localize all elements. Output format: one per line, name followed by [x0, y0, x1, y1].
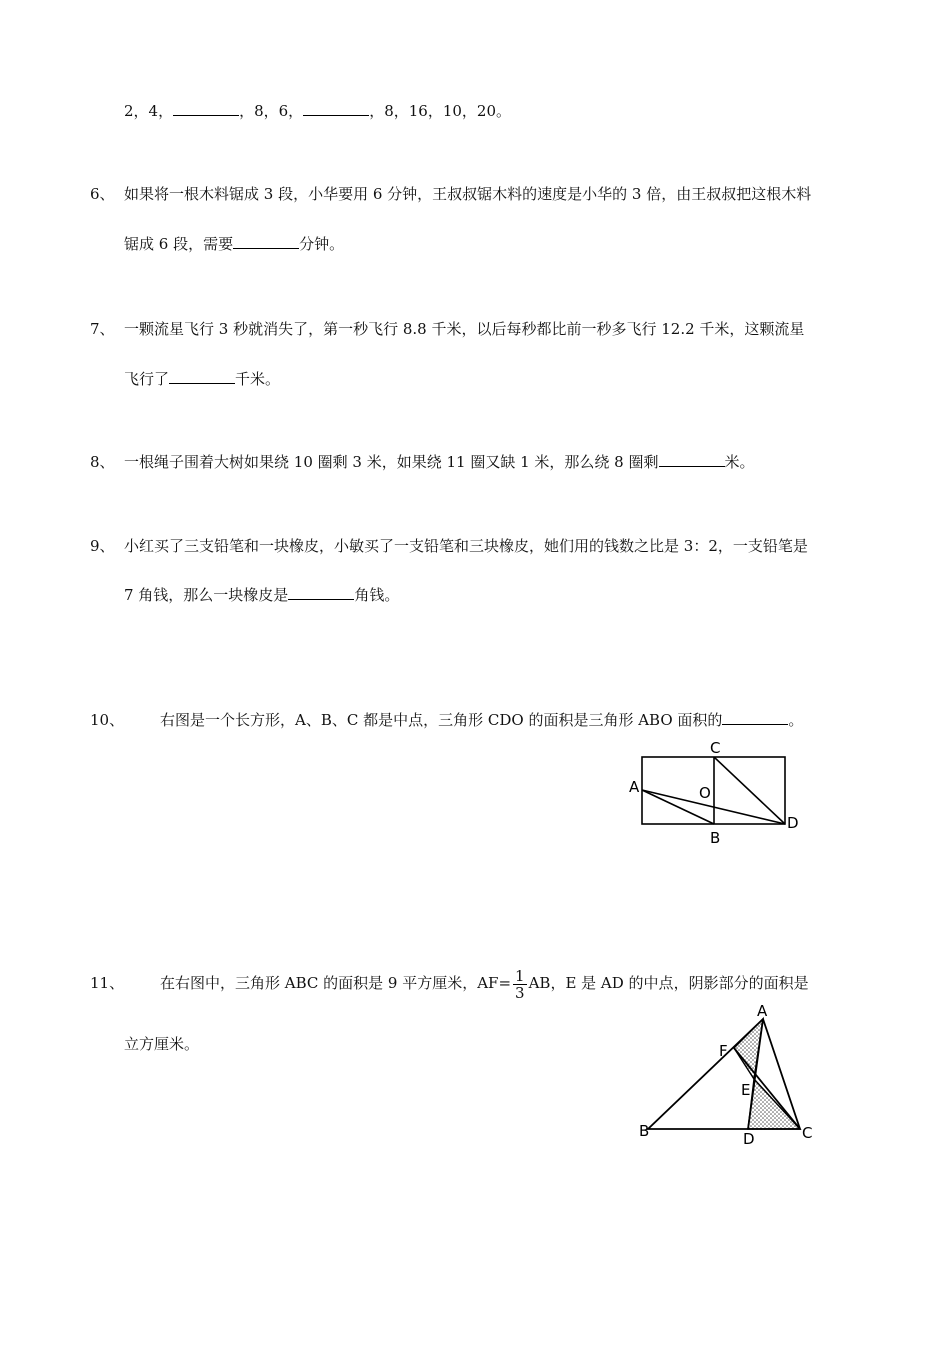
q6-line-1: 如果将一根木料锯成 3 段，小华要用 6 分钟，王叔叔锯木料的速度是小华的 3 倍，由王叔叔把这根木料	[124, 185, 812, 203]
fraction-one-third	[513, 968, 527, 1001]
segment-cd	[714, 757, 785, 824]
q11-triangle-figure	[630, 1002, 830, 1155]
question-number: 11、	[90, 974, 125, 992]
question-number: 9、	[90, 537, 115, 555]
label-c: C	[710, 739, 721, 757]
label-b: B	[710, 829, 721, 847]
q10-rectangle-figure	[625, 739, 825, 857]
q8-text-after: 米。	[724, 453, 755, 471]
q9-line-2	[124, 585, 399, 605]
q11-line-1	[160, 966, 809, 1001]
label-o: O	[699, 784, 711, 802]
q8-line	[124, 452, 755, 472]
q11-text-before: 在右图中，三角形 ABC 的面积是 9 平方厘米，AF=	[160, 974, 512, 992]
question-number: 7、	[90, 320, 115, 338]
q9-text-after: 角钱。	[354, 586, 400, 604]
q10-text-before: 右图是一个长方形，A、B、C 都是中点，三角形 CDO 的面积是三角形 ABO 面积的	[160, 711, 723, 729]
answer-blank[interactable]	[233, 234, 299, 249]
question-number: 8、	[90, 453, 115, 471]
q6-text-after: 分钟。	[299, 235, 345, 253]
q9-text-before: 7 角钱，那么一块橡皮是	[124, 586, 289, 604]
answer-blank[interactable]	[288, 585, 354, 600]
label-e: E	[741, 1081, 751, 1099]
q11-line-2: 立方厘米。	[124, 1035, 200, 1053]
sequence-part-1: 2，4，	[124, 102, 174, 120]
q6-line-2	[124, 234, 344, 254]
label-f: F	[719, 1042, 728, 1060]
q7-text-before: 飞行了	[124, 370, 170, 388]
q8-text-before: 一根绳子围着大树如果绕 10 圈剩 3 米，如果绕 11 圈又缺 1 米，那么绕 8 圈剩	[124, 453, 659, 471]
label-a: A	[629, 778, 640, 796]
fraction-numerator: 1	[515, 966, 525, 985]
answer-blank[interactable]	[169, 369, 235, 384]
q6-text-before: 锯成 6 段，需要	[124, 235, 234, 253]
q7-text-after: 千米。	[235, 370, 281, 388]
q7-line-1: 一颗流星飞行 3 秒就消失了，第一秒飞行 8.8 千米，以后每秒都比前一秒多飞行 12.2 千米，这颗流星	[124, 320, 805, 338]
q11-text-after: AB，E 是 AD 的中点，阴影部分的面积是	[528, 974, 809, 992]
answer-blank[interactable]	[659, 452, 725, 467]
q10-line	[160, 710, 803, 730]
label-b: B	[639, 1122, 650, 1140]
question-number: 6、	[90, 185, 115, 203]
sequence-line	[124, 101, 511, 121]
answer-blank[interactable]	[173, 101, 239, 116]
answer-blank[interactable]	[722, 710, 788, 725]
q9-line-1: 小红买了三支铅笔和一块橡皮，小敏买了一支铅笔和三块橡皮，她们用的钱数之比是 3：2，一支铅笔是	[124, 537, 808, 555]
sequence-part-3: ，8，16，10，20。	[369, 102, 511, 120]
sequence-part-2: ，8，6，	[239, 102, 304, 120]
q7-line-2	[124, 369, 280, 389]
fraction-denominator: 3	[515, 983, 525, 1002]
label-c: C	[802, 1124, 813, 1142]
q10-text-after: 。	[788, 711, 804, 729]
question-number: 10、	[90, 711, 125, 729]
label-a: A	[757, 1002, 768, 1020]
label-d: D	[743, 1130, 755, 1148]
answer-blank[interactable]	[303, 101, 369, 116]
label-d: D	[787, 814, 799, 832]
